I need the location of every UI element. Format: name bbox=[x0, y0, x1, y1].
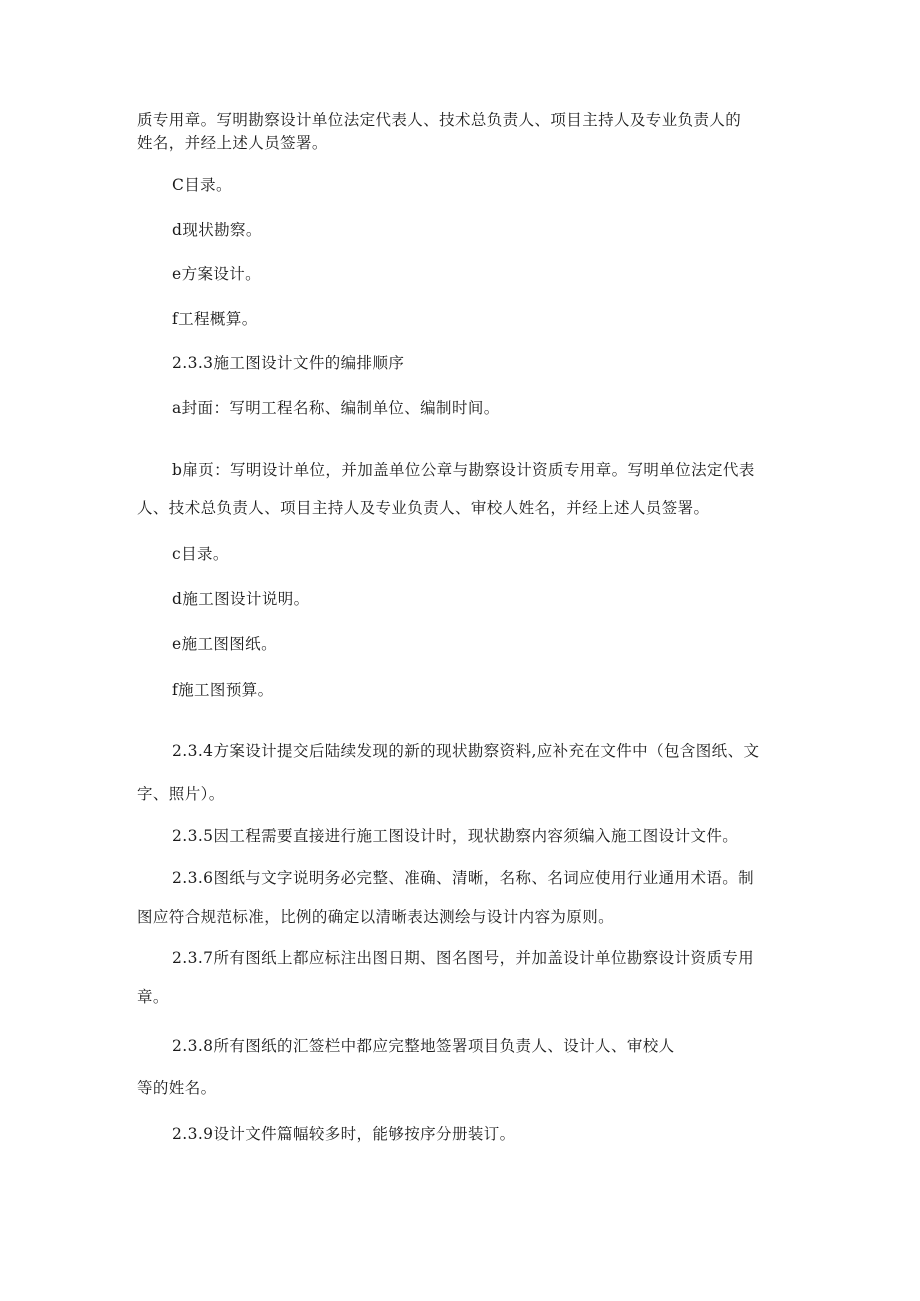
clause-2-3-4-continued: 字、照片）。 bbox=[137, 785, 225, 803]
clause-2-3-6-continued: 图应符合规范标准，比例的确定以清晰表达测绘与设计内容为原则。 bbox=[137, 908, 615, 926]
list-item-d: d施工图设计说明。 bbox=[172, 590, 310, 608]
section-heading-2-3-3: 2.3.3施工图设计文件的编排顺序 bbox=[172, 354, 405, 372]
list-item-d: d现状勘察。 bbox=[172, 221, 262, 239]
paragraph-line: 质专用章。写明勘察设计单位法定代表人、技术总负责人、项目主持人及专业负责人的 bbox=[137, 111, 742, 129]
clause-2-3-7-continued: 章。 bbox=[137, 988, 169, 1006]
list-item-a: a封面：写明工程名称、编制单位、编制时间。 bbox=[172, 399, 500, 417]
clause-2-3-8: 2.3.8所有图纸的汇签栏中都应完整地签署项目负责人、设计人、审校人 bbox=[172, 1037, 675, 1055]
list-item-c: c目录。 bbox=[172, 545, 229, 563]
list-item-e: e方案设计。 bbox=[172, 265, 262, 283]
list-item-f: f施工图预算。 bbox=[172, 681, 274, 699]
clause-2-3-8-continued: 等的姓名。 bbox=[137, 1079, 217, 1097]
clause-2-3-4: 2.3.4方案设计提交后陆续发现的新的现状勘察资料,应补充在文件中（包含图纸、文 bbox=[172, 742, 760, 760]
list-item-b-continued: 人、技术总负责人、项目主持人及专业负责人、审校人姓名，并经上述人员签署。 bbox=[137, 499, 710, 517]
list-item-f: f工程概算。 bbox=[172, 310, 258, 328]
clause-2-3-6: 2.3.6图纸与文字说明务必完整、准确、清晰，名称、名词应使用行业通用术语。制 bbox=[172, 869, 755, 887]
list-item-e: e施工图图纸。 bbox=[172, 635, 277, 653]
list-item-c: C目录。 bbox=[172, 176, 232, 194]
paragraph-line: 姓名，并经上述人员签署。 bbox=[137, 134, 328, 152]
list-item-b: b扉页：写明设计单位，并加盖单位公章与勘察设计资质专用章。写明单位法定代表 bbox=[172, 461, 755, 479]
clause-2-3-7: 2.3.7所有图纸上都应标注出图日期、图名图号，并加盖设计单位勘察设计资质专用 bbox=[172, 949, 755, 967]
clause-2-3-9: 2.3.9设计文件篇幅较多时，能够按序分册装订。 bbox=[172, 1125, 516, 1143]
clause-2-3-5: 2.3.5因工程需要直接进行施工图设计时，现状勘察内容须编入施工图设计文件。 bbox=[172, 827, 739, 845]
